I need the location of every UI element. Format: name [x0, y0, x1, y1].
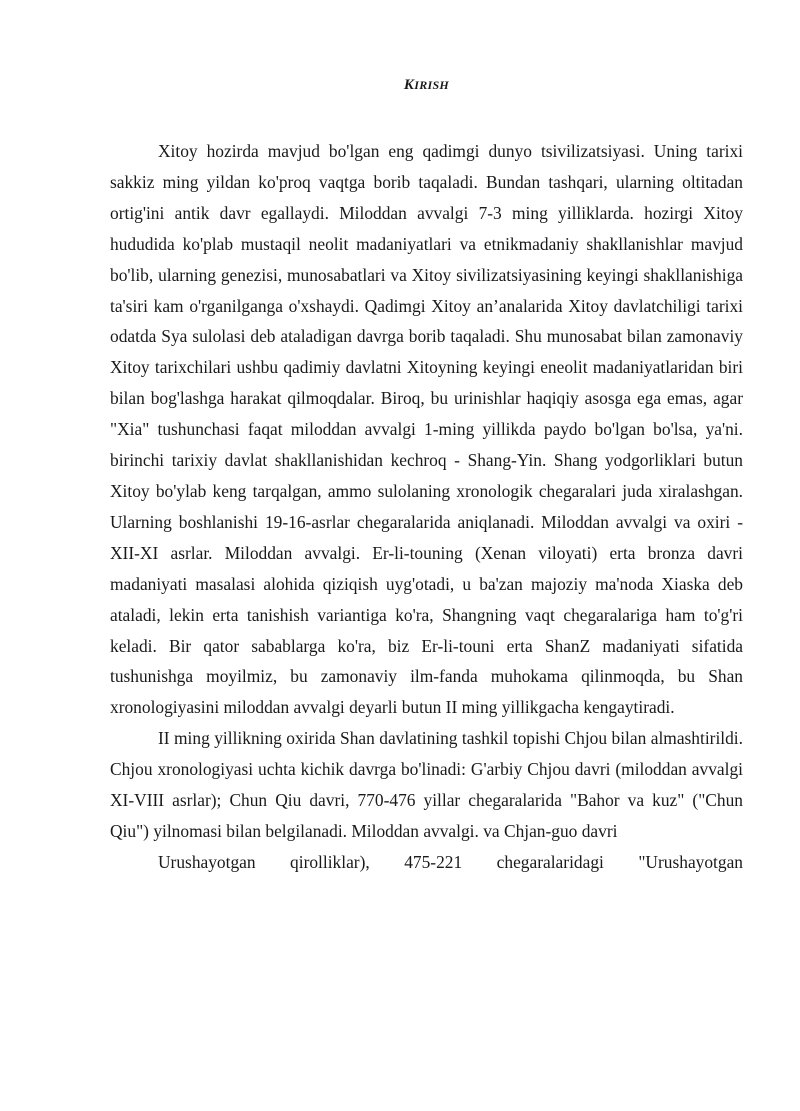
title-initial: K	[403, 77, 415, 93]
paragraph-2: II ming yillikning oxirida Shan davlatining tashkil topishi Chjou bilan almashtirildi. Chjou xronologiyasi uchta kichik davrga bo'linadi: G'arbiy Chjou davri (miloddan avvalgi XI-VIII asrlar); Chun Qiu davri, 770-476 yillar chegaralarida "Bahor va kuz" ("Chun Qiu") yilnomasi bilan belgilanadi. Miloddan avvalgi. va Chjan-guo davri	[110, 728, 743, 841]
body-text	[110, 136, 743, 878]
title-rest: IRISH	[414, 78, 450, 92]
paragraph-1: Xitoy hozirda mavjud bo'lgan eng qadimgi dunyo tsivilizatsiyasi. Uning tarixi sakkiz ming yildan ko'proq vaqtga borib taqaladi. Bundan tashqari, ularning oltitadan ortig'ini antik davr egallaydi. Miloddan avvalgi 7-3 ming yilliklarda. hozirgi Xitoy hududida ko'plab mustaqil neolit madaniyatlari va etnikmadaniy shakllanishlar mavjud bo'lib, ularning genezisi, munosabatlari va Xitoy sivilizatsiyasining keyingi shakllanishiga ta'siri kam o'rganilganga o'xshaydi. Qadimgi Xitoy an’analarida Xitoy davlatchiligi tarixi odatda Sya sulolasi deb ataladigan davrga borib taqaladi. Shu munosabat bilan zamonaviy Xitoy tarixchilari ushbu qadimiy davlatni Xitoyning keyingi eneolit madaniyatlaridan biri bilan bog'lashga harakat qilmoqdalar. Biroq, bu urinishlar haqiqiy asosga ega emas, agar "Xia" tushunchasi faqat miloddan avvalgi 1-ming yillikda paydo bo'lgan bo'lsa, ya'ni. birinchi tarixiy davlat shakllanishidan kechroq - Shang-Yin. Shang yodgorliklari butun Xitoy bo'ylab keng tarqalgan, ammo sulolaning xronologik chegaralari juda xiralashgan. Ularning boshlanishi 19-16-asrlar chegaralarida aniqlanadi. Miloddan avvalgi va oxiri - XII-XI asrlar. Miloddan avvalgi. Er-li-touning (Xenan viloyati) erta bronza davri madaniyati masalasi alohida qiziqish uyg'otadi, u ba'zan majoziy ma'noda Xiaska deb ataladi, lekin erta tanishish variantiga ko'ra, Shangning vaqt chegaralariga ham to'g'ri keladi. Bir qator sabablarga ko'ra, biz Er-li-touni erta ShanZ madaniyati sifatida tushunishga moyilmiz, bu zamonaviy ilm-fanda muhokama qilinmoqda, bu Shan xronologiyasini miloddan avvalgi deyarli butun II ming yillikgacha kengaytiradi.	[110, 141, 743, 718]
page-title	[110, 76, 743, 94]
document-page	[0, 76, 800, 1111]
paragraph-3: Urushayotgan qirolliklar), 475-221 chegaralaridagi "Urushayotgan	[158, 851, 743, 872]
